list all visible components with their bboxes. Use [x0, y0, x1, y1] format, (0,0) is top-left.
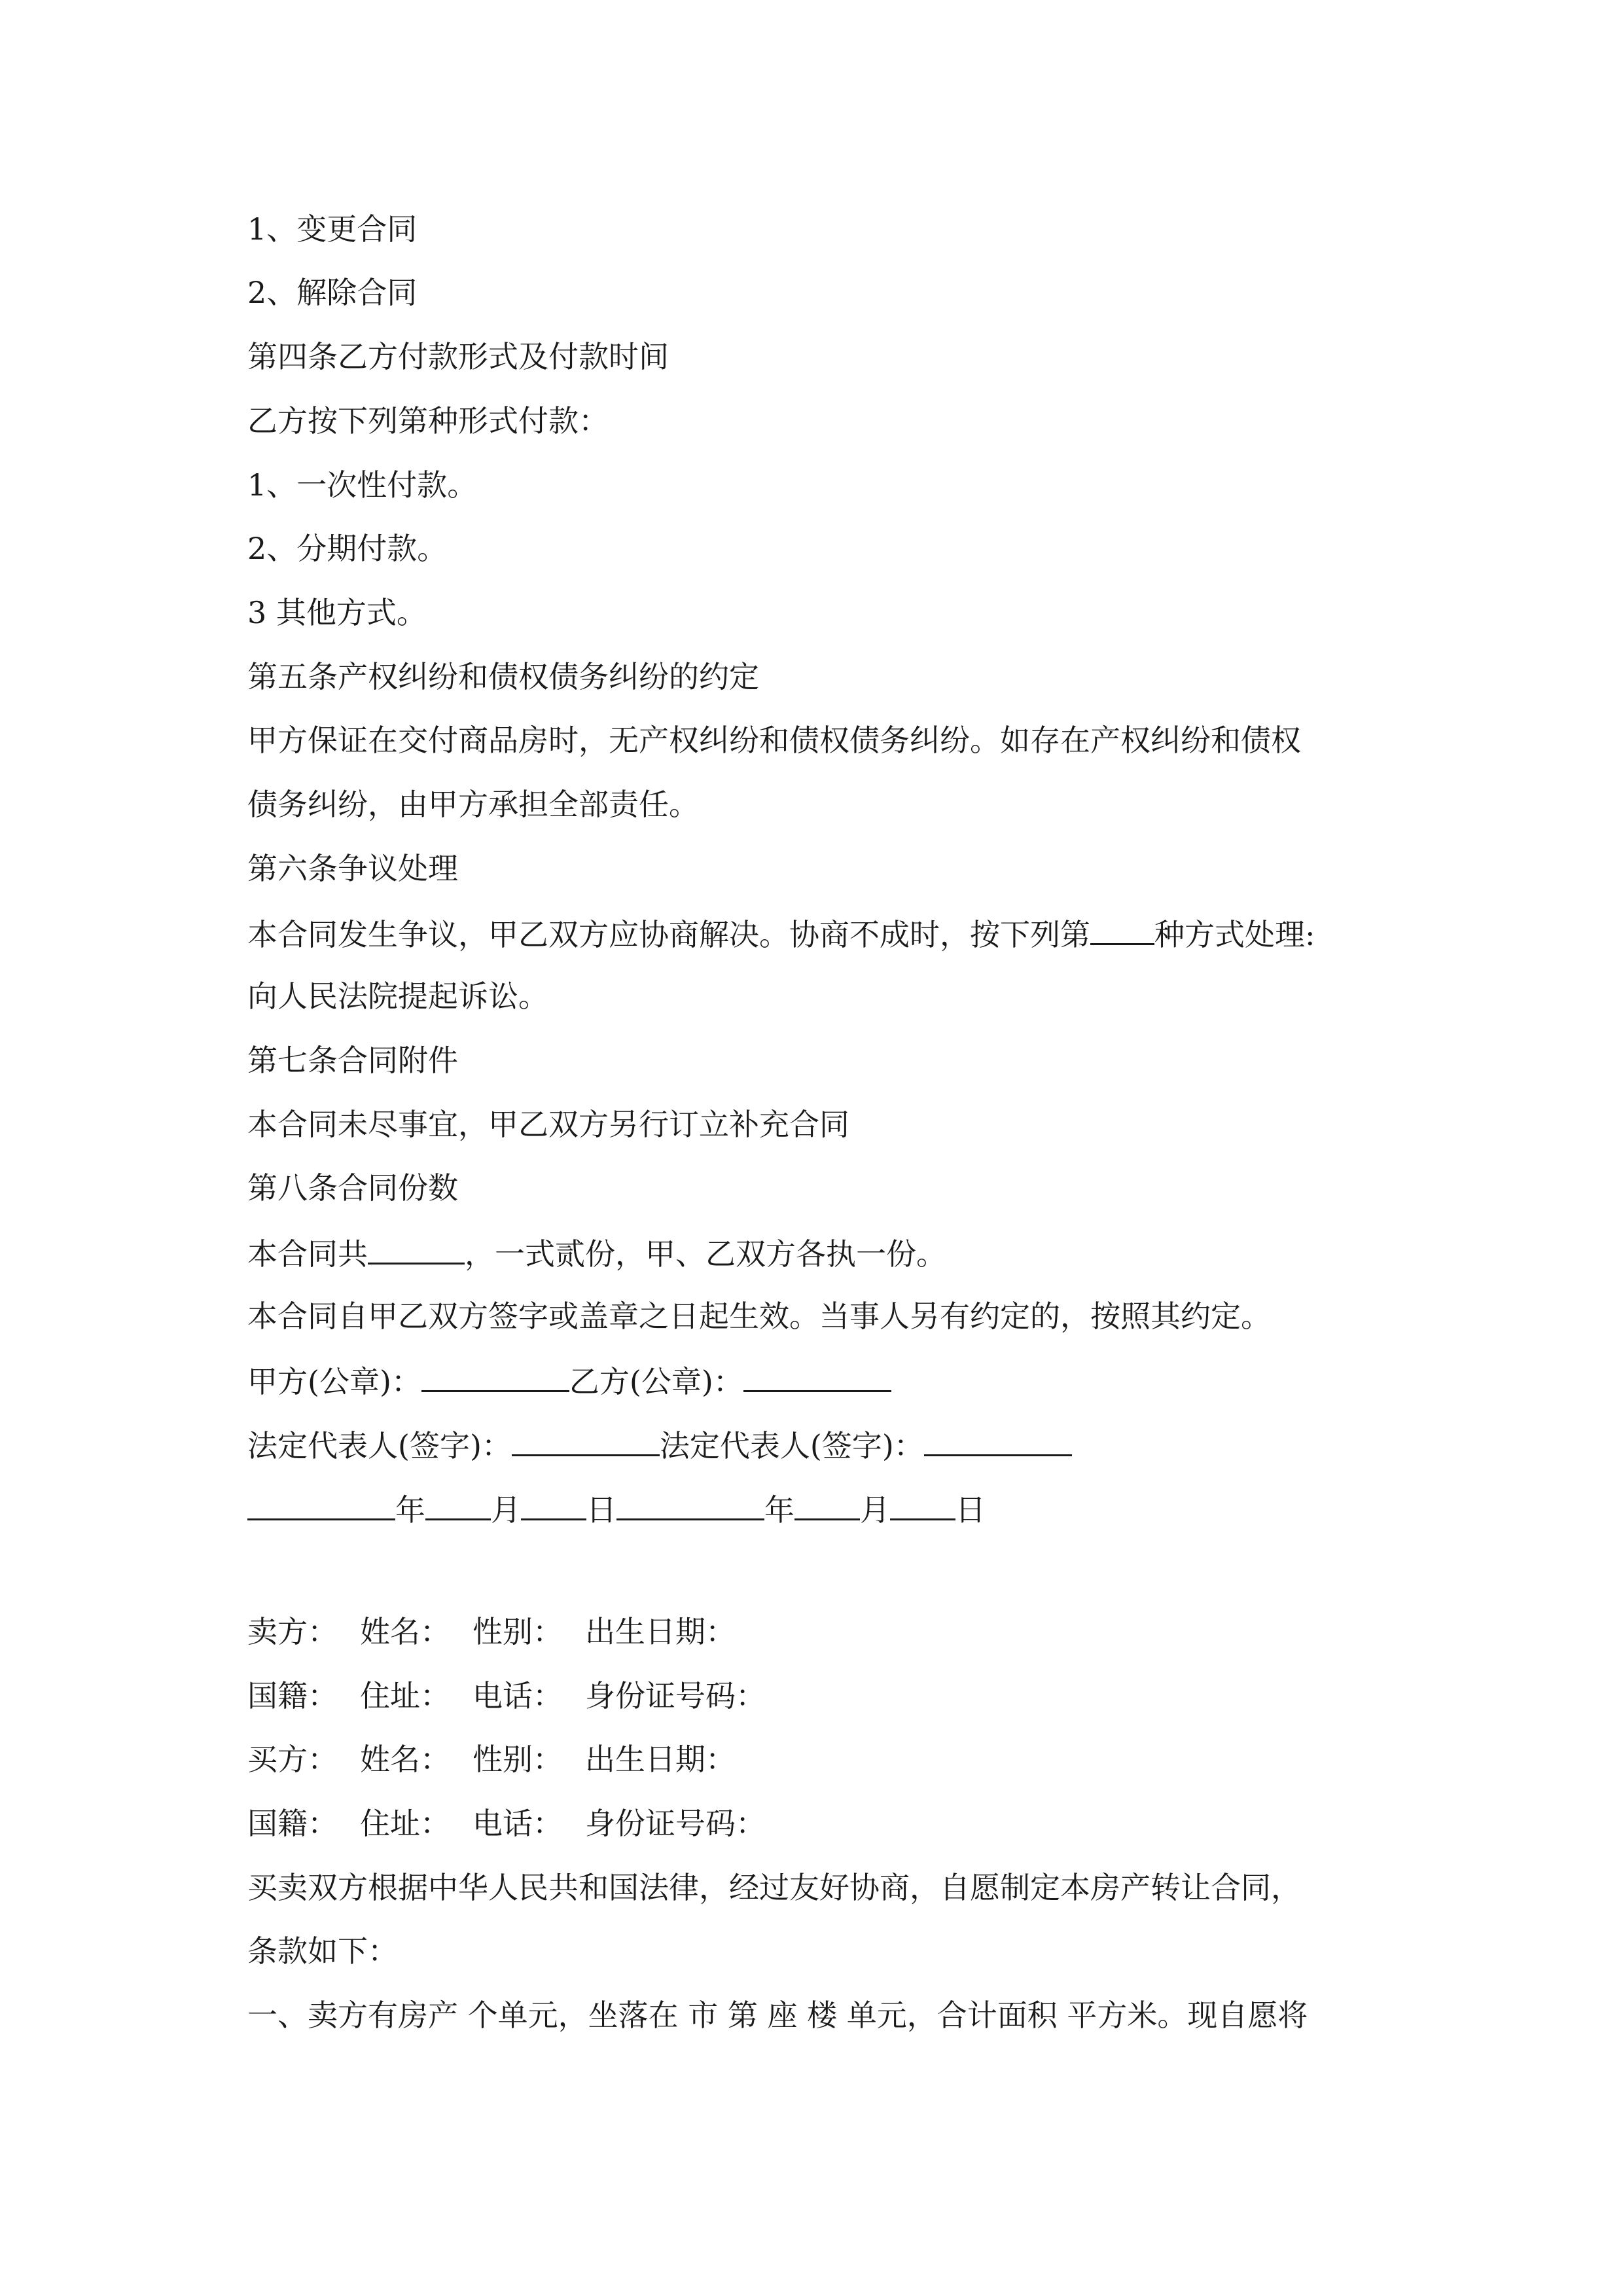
article-5-heading: 第五条产权纠纷和债权债务纠纷的约定 [247, 659, 759, 694]
effective-clause: 本合同自甲乙双方签字或盖章之日起生效。当事人另有约定的，按照其约定。 [247, 1299, 1271, 1334]
seller-label: 卖方： [247, 1614, 338, 1649]
year-label: 年 [395, 1492, 425, 1528]
party-a-seal-label: 甲方(公章)： [247, 1364, 421, 1399]
clause-item-change: 1、变更合同 [247, 211, 418, 247]
buyer-phone-label: 电话： [473, 1806, 563, 1841]
seller-birth-label: 出生日期： [585, 1614, 736, 1649]
seal-line [247, 1361, 891, 1400]
buyer-birth-label: 出生日期： [585, 1742, 736, 1777]
buyer-info-line [247, 1805, 766, 1842]
copies-text-before: 本合同共 [247, 1236, 368, 1272]
article-6-heading: 第六条争议处理 [247, 851, 458, 886]
article-5-text-2: 债务纠纷，由甲方承担全部责任。 [247, 787, 699, 822]
transfer-clause-1: 一、卖方有房产 个单元，坐落在 市 第 座 楼 单元，合计面积 平方米。现自愿将 [247, 1998, 1308, 2033]
article-7-heading: 第七条合同附件 [247, 1043, 458, 1078]
transfer-intro-1: 买卖双方根据中华人民共和国法律，经过友好协商，自愿制定本房产转让合同， [247, 1870, 1301, 1905]
transfer-intro-2: 条款如下： [247, 1933, 398, 1969]
seller-line [247, 1613, 736, 1650]
party-a-rep-label: 法定代表人(签字)： [247, 1428, 512, 1463]
dispute-text-after: 种方式处理: [1154, 917, 1315, 952]
seller-id-label: 身份证号码： [585, 1678, 766, 1713]
payment-option-lump-sum: 1、一次性付款。 [247, 467, 478, 503]
month-label: 月 [491, 1492, 521, 1528]
party-a-month-blank[interactable] [425, 1490, 491, 1520]
party-a-seal-blank[interactable] [421, 1361, 569, 1392]
buyer-label: 买方： [247, 1742, 338, 1777]
representative-line [247, 1426, 1072, 1464]
payment-option-installment: 2、分期付款。 [247, 531, 448, 566]
payment-intro: 乙方按下列第种形式付款： [247, 403, 609, 439]
article-8-copies [247, 1234, 946, 1272]
day-label: 日 [955, 1492, 986, 1528]
seller-gender-label: 性别： [473, 1614, 563, 1649]
party-a-rep-blank[interactable] [512, 1426, 660, 1456]
clause-item-terminate: 2、解除合同 [247, 275, 418, 310]
day-label: 日 [586, 1492, 616, 1528]
month-label: 月 [860, 1492, 890, 1528]
seller-phone-label: 电话： [473, 1678, 563, 1713]
article-7-text: 本合同未尽事宜，甲乙双方另行订立补充合同 [247, 1107, 849, 1142]
party-b-rep-blank[interactable] [924, 1426, 1072, 1456]
copies-count-blank[interactable] [368, 1234, 465, 1265]
seller-nationality-label: 国籍： [247, 1678, 338, 1713]
article-4-heading: 第四条乙方付款形式及付款时间 [247, 339, 669, 374]
dispute-method-blank[interactable] [1090, 914, 1154, 945]
party-a-year-blank[interactable] [247, 1490, 395, 1520]
buyer-address-label: 住址： [360, 1806, 450, 1841]
buyer-nationality-label: 国籍： [247, 1806, 338, 1841]
date-line [247, 1490, 986, 1528]
seller-info-line [247, 1677, 766, 1714]
seller-name-label: 姓名： [360, 1614, 450, 1649]
party-a-day-blank[interactable] [521, 1490, 586, 1520]
payment-option-other: 3 其他方式。 [247, 595, 427, 630]
seller-address-label: 住址： [360, 1678, 450, 1713]
party-b-year-blank[interactable] [616, 1490, 764, 1520]
party-b-day-blank[interactable] [890, 1490, 955, 1520]
buyer-gender-label: 性别： [473, 1742, 563, 1777]
party-b-rep-label: 法定代表人(签字)： [659, 1428, 924, 1463]
article-6-text [247, 914, 1315, 953]
buyer-name-label: 姓名： [360, 1742, 450, 1777]
buyer-line [247, 1741, 736, 1778]
dispute-text-before: 本合同发生争议，甲乙双方应协商解决。协商不成时，按下列第 [247, 917, 1090, 952]
article-8-heading: 第八条合同份数 [247, 1170, 458, 1206]
article-5-text-1: 甲方保证在交付商品房时，无产权纠纷和债权债务纠纷。如存在产权纠纷和债权 [247, 723, 1301, 758]
article-6-court: 向人民法院提起诉讼。 [247, 978, 548, 1014]
year-label: 年 [764, 1492, 794, 1528]
party-b-month-blank[interactable] [794, 1490, 860, 1520]
copies-text-after: ，一式贰份，甲、乙双方各执一份。 [465, 1236, 946, 1272]
party-b-seal-blank[interactable] [743, 1361, 891, 1392]
party-b-seal-label: 乙方(公章)： [569, 1364, 743, 1399]
buyer-id-label: 身份证号码： [585, 1806, 766, 1841]
